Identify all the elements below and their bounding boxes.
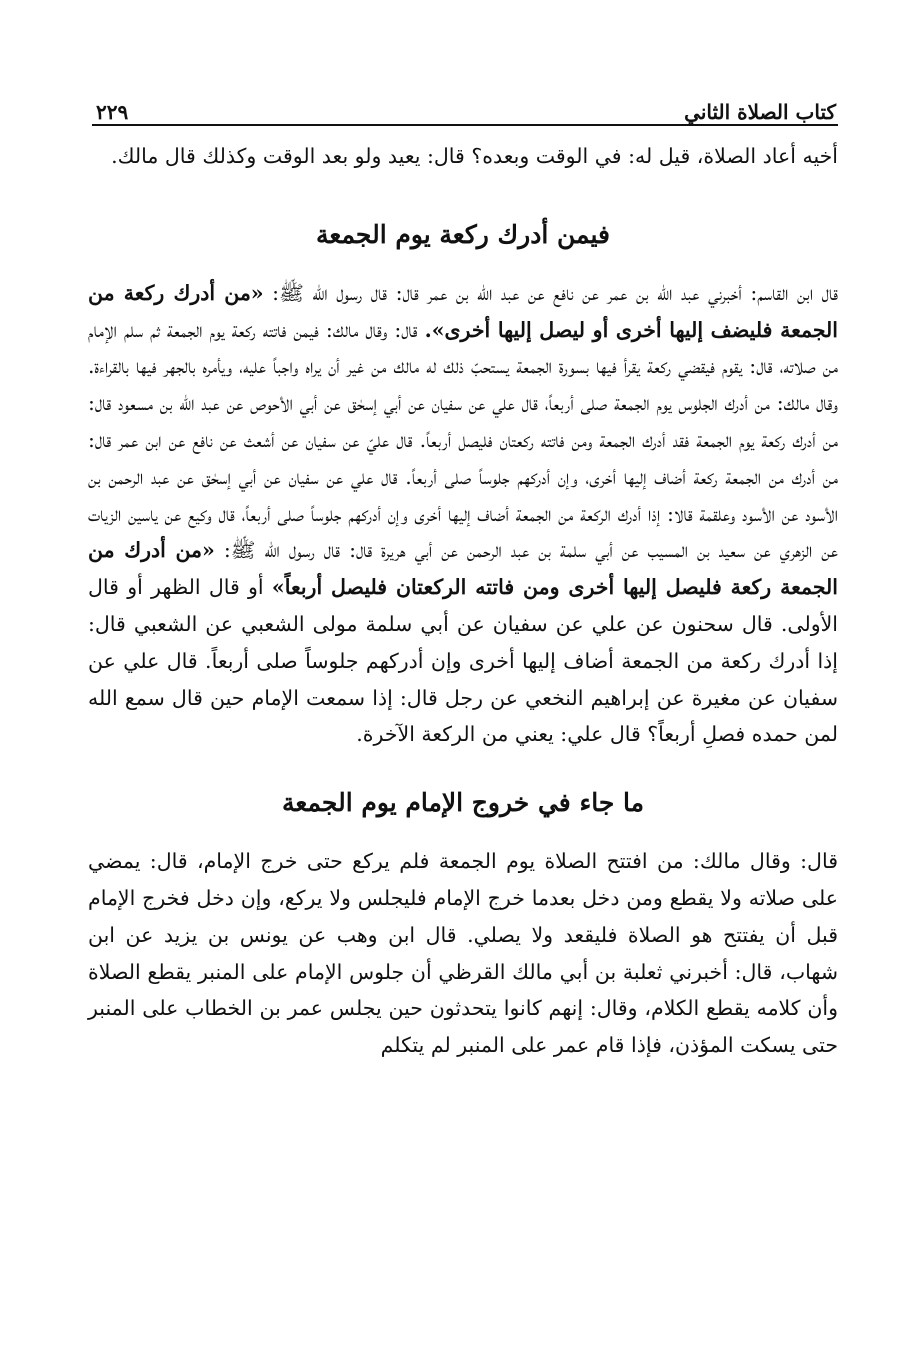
paragraph-text: قال: وقال مالك: فيمن فاتته ركعة يوم الجمعة ثم سلم الإمام من صلاته، قال: يقوم فيقضي ركعة يقرأ فيها بسورة الجمعة يستحبّ ذلك له مالك من غير أن يراه واجباً عليه، ويأمره بالجهر فيها بالقراءة. وقال مالك: من أدرك الجلوس يوم الجمعة صلى أربعاً، قال علي عن سفيان عن أبي إسحٰق عن أبي الأحوص عن عبد الله بن مسعود قال: من أدرك ركعة يوم الجمعة فقد أدرك الجمعة ومن فاتته ركعتان فليصل أربعاً. قال عليّ عن سفيان عن أشعث عن نافع عن ابن عمر قال: من أدرك من الجمعة ركعة أضاف إليها أخرى، وإن أدركهم جلوساً صلى أربعاً. قال علي عن سفيان عن أبي إسحٰق عن عبد الرحمن بن الأسود عن الأسود وعلقمة قالا: إذا أدرك الركعة من الجمعة أضاف إليها أخرى وإن أدركهم جلوساً صلى أربعاً، قال وكيع عن ياسين الزيات عن الزهري عن سعيد بن المسيب عن أبي سلمة بن عبد الرحمن عن أبي هريرة قال: قال رسول الله ﷺ: [88,317,838,563]
paragraph-imam-exit: قال: وقال مالك: من افتتح الصلاة يوم الجمعة فلم يركع حتى خرج الإمام، قال: يمضي على صلاته ولا يقطع ومن دخل بعدما خرج الإمام فليجلس ولا يركع، وإن دخل فخرج الإمام قبل أن يفتتح هو الصلاة فليقعد ولا يصلي. قال ابن وهب عن يونس بن يزيد عن ابن شهاب، قال: أخبرني ثعلبة بن أبي مالك القرظي أن جلوس الإمام على المنبر يقطع الصلاة وأن كلامه يقطع الكلام، وقال: إنهم كانوا يتحدثون حين يجلس عمر بن الخطاب على المنبر حتى يسكت المؤذن، فإذا قام عمر على المنبر لم يتكلم [88,849,838,1058]
section-heading-friday-rakah: فيمن أدرك ركعة يوم الجمعة [316,219,610,249]
paragraph-text: أو قال الظهر أو قال الأولى. قال سحنون عن علي عن سفيان عن أبي سلمة مولى الشعبي عن الشعبي قال: إذا أدرك ركعة من الجمعة أضاف إليها أخرى وإن أدركهم جلوساً صلى أربعاً. قال علي عن سفيان عن مغيرة عن إبراهيم النخعي عن رجل قال: إذا سمعت الإمام حين قال سمع الله لمن حمده فصلِ أربعاً؟ قال علي: يعني من الركعة الآخرة. [88,575,838,747]
paragraph-friday-rakah [88,275,838,753]
paragraph-text: قال ابن القاسم: أخبرني عبد الله بن عمر عن نافع عن عبد الله بن عمر قال: قال رسول الله ﷺ: [263,280,838,305]
header-rule [92,124,838,126]
running-header [96,88,836,124]
paragraph-continuation: أخيه أعاد الصلاة، قيل له: في الوقت وبعده؟ قال: يعيد ولو بعد الوقت وكذلك قال مالك. [111,144,838,168]
running-title: كتاب الصلاة الثاني [684,100,836,124]
section-heading-imam-exit: ما جاء في خروج الإمام يوم الجمعة [282,788,644,818]
page-number: ٢٢٩ [96,100,129,124]
hadith-quote: «من أدرك ركعة من الجمعة فليضف إليها أخرى أو ليصل إليها أخرى». [88,280,838,342]
page-body [88,138,838,1064]
hadith-quote: «من أدرك من الجمعة ركعة فليصل إليها أخرى ومن فاتته الركعتان فليصل أربعاً» [88,538,838,600]
